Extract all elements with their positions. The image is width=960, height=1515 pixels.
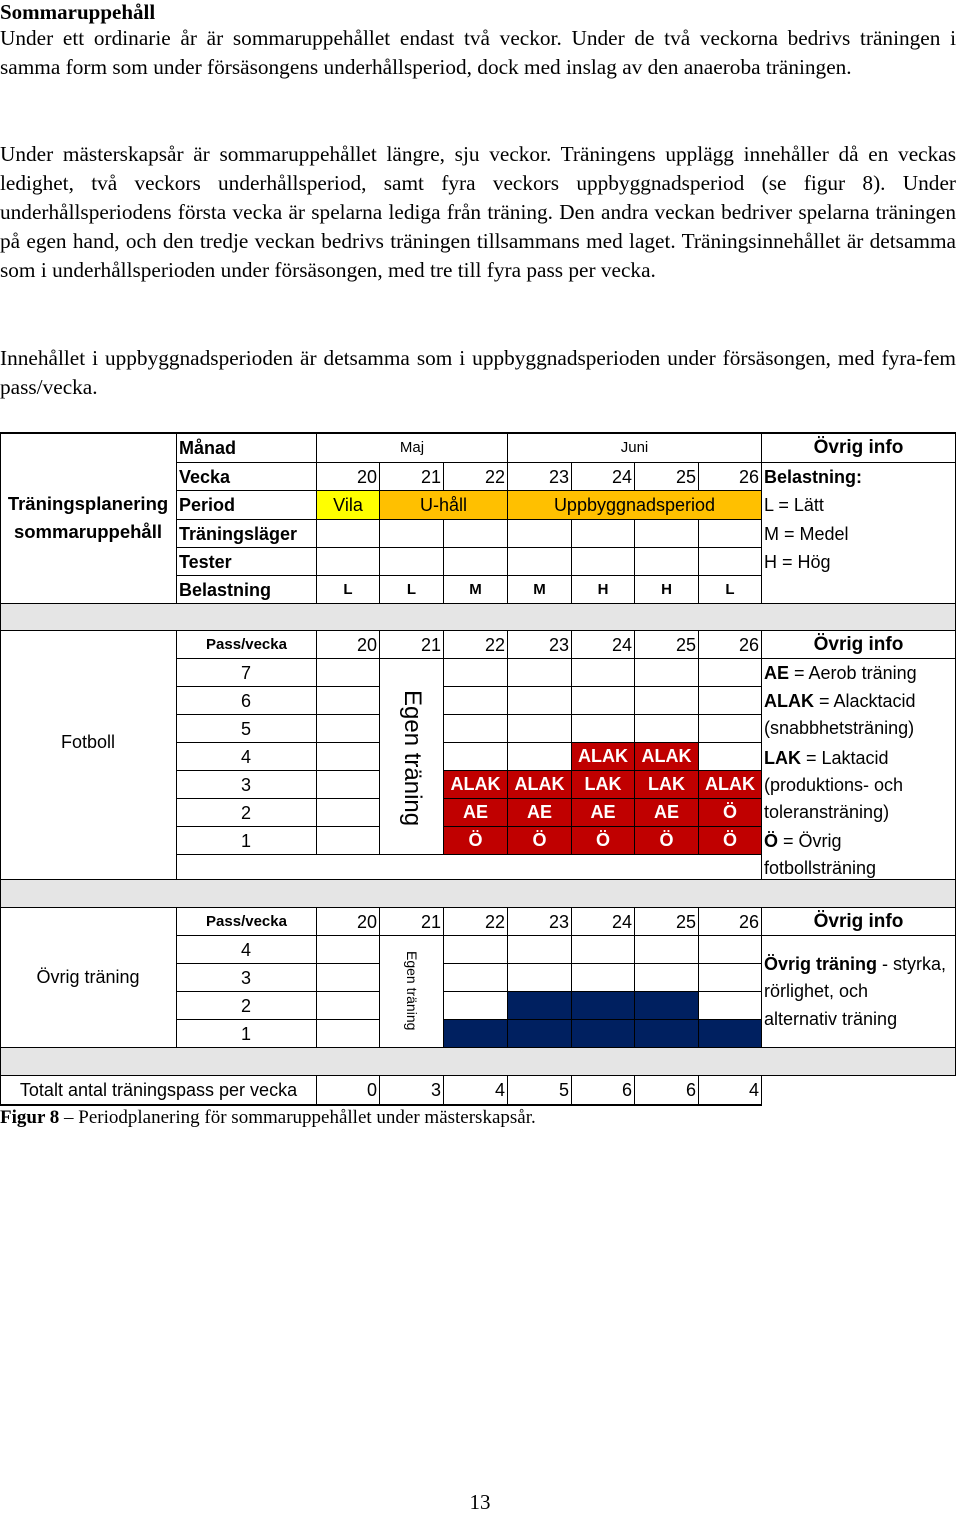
ovrig-filled-cell [508, 991, 571, 1019]
fotboll-legend-item: ALAK = Alacktacid [764, 691, 916, 711]
period-vila: Vila [317, 491, 379, 519]
fotboll-cell: Ö [699, 798, 761, 826]
fotboll-cell: LAK [635, 770, 698, 798]
ovrig-filled-cell [444, 1019, 507, 1047]
level-number: 3 [240, 968, 251, 988]
total-value: 4 [748, 1080, 759, 1100]
fotboll-info-title: Övrig info [813, 634, 904, 655]
level-number: 2 [240, 996, 251, 1016]
total-value: 5 [558, 1080, 569, 1100]
level-number: 4 [240, 940, 251, 960]
load-value: L [725, 581, 735, 598]
camp-label: Träningsläger [179, 524, 298, 544]
fotboll-legend-item: toleransträning) [764, 802, 890, 822]
level-number: 3 [240, 775, 251, 795]
level-number: 5 [240, 719, 251, 739]
load-legend-item: H = Hög [764, 552, 831, 572]
training-plan-table [0, 432, 956, 1106]
planning-title-line2: sommaruppehåll [13, 521, 163, 542]
ovrig-filled-cell [635, 1019, 698, 1047]
fotboll-cell: Ö [572, 826, 634, 854]
ovrig-filled-cell [699, 1019, 761, 1047]
week-number: 26 [738, 467, 759, 487]
paragraph-2: Under mästerskapsår är sommaruppehållet längre, sju veckor. Träningens upplägg innehåller då en veckas ledighet, två veckors underhållsperiod, samt fyra veckors uppbyggnadsperiod (se figur 8). Under underhållsperiodens första vecka är spelarna lediga från träning. Den andra veckan bedriver spelarna träningen på egen hand, och den tredje veckan bedrivs träningen tillsammans med laget. Träningsinnehållet är detsamma som i underhållsperioden under försäsongen, med tre till fyra pass per vecka. [0, 142, 956, 282]
paragraph-1: Under ett ordinarie år är sommaruppehållet endast två veckor. Under de två veckorna bedrivs träningen i samma form som under försäsongens underhållsperiod, dock med inslag av den anaeroba träningen. [0, 26, 956, 79]
period-u-hall: U-håll [380, 491, 507, 519]
ovrig-label: Övrig träning [36, 967, 140, 987]
load-label: Belastning [179, 580, 272, 600]
ovrig-info-line: alternativ träning [764, 1009, 898, 1029]
load-legend-title: Belastning: [764, 467, 863, 487]
level-number: 1 [240, 831, 251, 851]
paragraph-3: Innehållet i uppbyggnadsperioden är detsamma som i uppbyggnadsperioden under försäsongen, med fyra-fem pass/vecka. [0, 346, 956, 399]
fotboll-legend-item: fotbollsträning [764, 858, 877, 878]
week-number: 23 [548, 912, 569, 932]
month-maj: Maj [399, 439, 425, 456]
ovrig-info-title: Övrig info [813, 911, 904, 932]
week-number: 24 [611, 467, 632, 487]
planning-title-line1: Träningsplanering [7, 493, 169, 514]
fotboll-legend-item: Ö = Övrig [764, 831, 842, 851]
fotboll-cell: ALAK [699, 770, 761, 798]
separator-band [0, 603, 956, 630]
fotboll-cell: ALAK [572, 742, 634, 770]
total-value: 3 [430, 1080, 441, 1100]
load-value: M [533, 581, 546, 598]
level-number: 7 [240, 663, 251, 683]
load-value: H [597, 581, 609, 598]
egen-traning-label: Egen träning [399, 689, 426, 827]
fotboll-cell: Ö [635, 826, 698, 854]
month-juni: Juni [620, 439, 649, 456]
fotboll-label: Fotboll [60, 732, 116, 752]
load-value: L [406, 581, 417, 598]
load-value: L [343, 581, 353, 598]
load-value: H [661, 581, 672, 598]
figure-caption: Figur 8 – Periodplanering för sommaruppehållet under mästerskapsår. [0, 1107, 536, 1128]
period-uppbyggnad: Uppbyggnadsperiod [508, 491, 761, 519]
ovrig-info-line: rörlighet, och [764, 981, 869, 1001]
week-number: 26 [738, 912, 759, 932]
pass-label: Pass/vecka [206, 636, 287, 653]
section-heading: Sommaruppehåll [0, 0, 156, 24]
fotboll-legend-item: (snabbhetsträning) [764, 718, 915, 738]
egen-traning-label: Egen träning [404, 951, 420, 1031]
fotboll-cell: ALAK [635, 742, 698, 770]
total-value: 6 [621, 1080, 632, 1100]
week-number: 21 [420, 635, 441, 655]
week-number: 24 [611, 912, 632, 932]
week-number: 21 [420, 467, 441, 487]
ovrig-filled-cell [635, 991, 698, 1019]
load-legend-item: M = Medel [764, 524, 849, 544]
period-label: Period [179, 495, 236, 515]
fotboll-cell: AE [572, 798, 634, 826]
fotboll-cell: AE [635, 798, 698, 826]
load-value: M [469, 581, 482, 598]
level-number: 2 [240, 803, 251, 823]
fotboll-cell: AE [444, 798, 507, 826]
week-number: 20 [356, 635, 377, 655]
ovrig-filled-cell [572, 991, 634, 1019]
total-value: 0 [366, 1080, 377, 1100]
total-value: 4 [494, 1080, 505, 1100]
week-number: 25 [675, 635, 696, 655]
week-number: 23 [548, 467, 569, 487]
ovrig-info-line: Övrig träning - styrka, [764, 954, 947, 974]
week-number: 22 [484, 912, 505, 932]
fotboll-cell: Ö [699, 826, 761, 854]
week-number: 25 [675, 912, 696, 932]
separator-band [0, 1047, 956, 1075]
week-number: 20 [356, 912, 377, 932]
planning-info-title: Övrig info [813, 437, 904, 458]
week-number: 21 [420, 912, 441, 932]
week-number: 23 [548, 635, 569, 655]
week-number: 20 [356, 467, 377, 487]
fotboll-cell: ALAK [444, 770, 507, 798]
separator-band [0, 879, 956, 907]
totals-label: Totalt antal träningspass per vecka [19, 1080, 298, 1100]
level-number: 4 [240, 747, 251, 767]
week-number: 24 [611, 635, 632, 655]
week-label: Vecka [179, 467, 231, 487]
week-number: 26 [738, 635, 759, 655]
fotboll-legend-item: (produktions- och [764, 775, 904, 795]
fotboll-cell: LAK [572, 770, 634, 798]
fotboll-cell: AE [508, 798, 571, 826]
week-number: 25 [675, 467, 696, 487]
total-value: 6 [685, 1080, 696, 1100]
fotboll-legend-item: LAK = Laktacid [764, 748, 889, 768]
week-number: 22 [484, 635, 505, 655]
fotboll-cell: Ö [444, 826, 507, 854]
level-number: 1 [240, 1024, 251, 1044]
fotboll-legend-item: AE = Aerob träning [764, 663, 917, 683]
fotboll-cell: Ö [508, 826, 571, 854]
tests-label: Tester [179, 552, 232, 572]
week-number: 22 [484, 467, 505, 487]
level-number: 6 [240, 691, 251, 711]
fotboll-cell: ALAK [508, 770, 571, 798]
ovrig-filled-cell [508, 1019, 571, 1047]
pass-label: Pass/vecka [206, 913, 287, 930]
page-number: 13 [469, 1490, 491, 1514]
month-label: Månad [179, 438, 237, 458]
load-legend-item: L = Lätt [764, 495, 824, 515]
ovrig-filled-cell [572, 1019, 634, 1047]
